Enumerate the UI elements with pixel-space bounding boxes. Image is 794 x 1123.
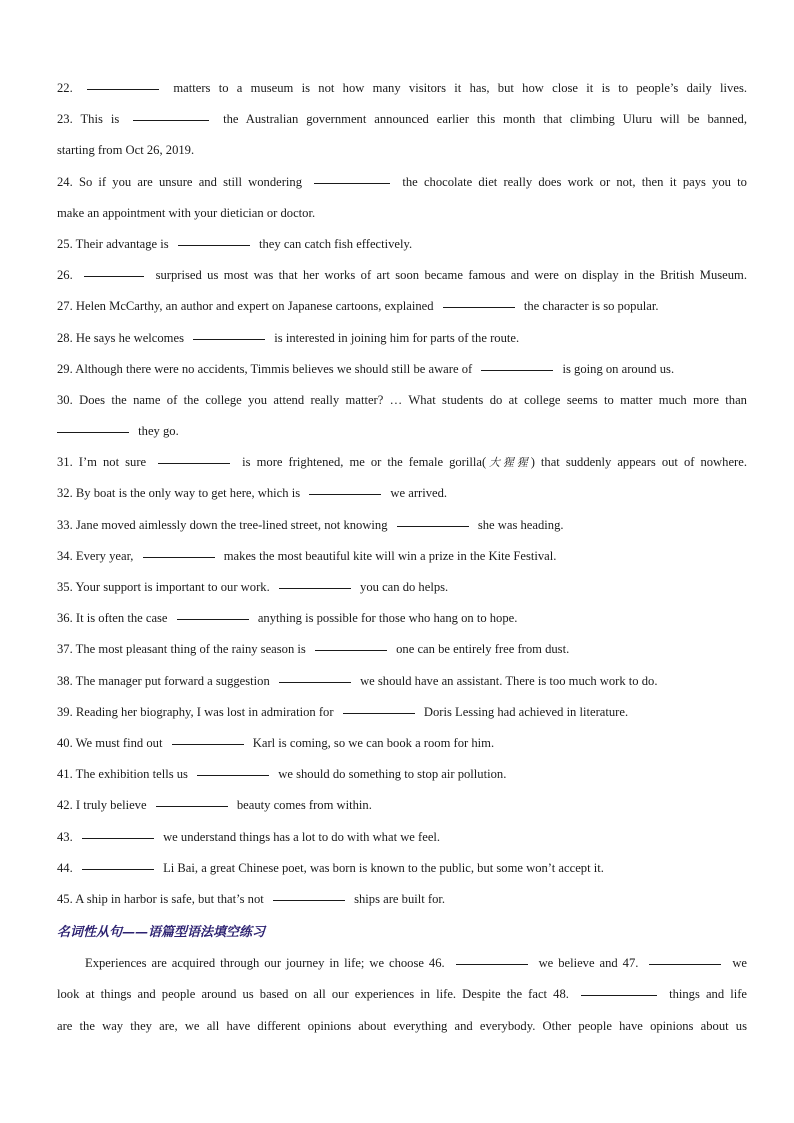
- answer-blank[interactable]: [178, 244, 250, 246]
- answer-blank[interactable]: [87, 88, 159, 90]
- answer-blank[interactable]: [397, 525, 469, 527]
- answer-blank[interactable]: [273, 899, 345, 901]
- answer-blank[interactable]: [309, 493, 381, 495]
- answer-blank[interactable]: [193, 338, 265, 340]
- answer-blank[interactable]: [443, 306, 515, 308]
- answer-blank[interactable]: [133, 119, 209, 121]
- answer-blank[interactable]: [481, 369, 553, 371]
- question-29: 29. Although there were no accidents, Timmis believes we should still be aware of is going on around us.: [57, 361, 675, 376]
- question-35: 35. Your support is important to our work. you can do helps.: [57, 580, 449, 594]
- section-title: 名词性从句——语篇型语法填空练习: [57, 925, 266, 941]
- answer-blank[interactable]: [343, 712, 415, 714]
- question-24: 24. So if you are unsure and still wondering the chocolate diet really does work or not, then it pays you to: [57, 174, 747, 189]
- answer-blank[interactable]: [82, 868, 154, 870]
- question-23-continued: starting from Oct 26, 2019.: [57, 143, 195, 158]
- question-42: 42. I truly believe beauty comes from within.: [57, 798, 372, 813]
- question-26: 26. surprised us most was that her works of art soon became famous and were on display in the British Museum.: [57, 268, 747, 283]
- worksheet-page: [57, 73, 747, 1042]
- question-27: 27. Helen McCarthy, an author and expert on Japanese cartoons, explained the character is so popular.: [57, 299, 659, 314]
- question-37: 37. The most pleasant thing of the rainy season is one can be entirely free from dust.: [57, 642, 570, 657]
- answer-blank-48[interactable]: [581, 994, 657, 996]
- question-39: 39. Reading her biography, I was lost in admiration for Doris Lessing had achieved in literature.: [57, 704, 629, 719]
- question-43: 43. we understand things has a lot to do with what we feel.: [57, 829, 441, 844]
- question-38: 38. The manager put forward a suggestion we should have an assistant. There is too much work to do.: [57, 673, 658, 688]
- answer-blank[interactable]: [177, 618, 249, 620]
- answer-blank[interactable]: [279, 587, 351, 589]
- question-34: 34. Every year, makes the most beautiful kite will win a prize in the Kite Festival.: [57, 548, 557, 563]
- question-30-continued: they go.: [57, 416, 747, 447]
- passage-line: look at things and people around us based on all our experiences in life. Despite the fact 48. things and life: [57, 987, 747, 1002]
- answer-blank[interactable]: [57, 431, 129, 433]
- answer-blank[interactable]: [156, 805, 228, 807]
- answer-blank[interactable]: [84, 275, 144, 277]
- question-45: 45. A ship in harbor is safe, but that’s not ships are built for.: [57, 891, 446, 906]
- answer-blank[interactable]: [82, 837, 154, 839]
- question-31: 31. I’m not sure is more frightened, me or the female gorilla(大猩猩) that suddenly appears out of nowhere.: [57, 455, 747, 470]
- question-41: 41. The exhibition tells us we should do something to stop air pollution.: [57, 767, 507, 782]
- answer-blank[interactable]: [158, 462, 230, 464]
- answer-blank[interactable]: [279, 681, 351, 683]
- question-40: 40. We must find out Karl is coming, so we can book a room for him.: [57, 735, 495, 750]
- question-32: 32. By boat is the only way to get here, which is we arrived.: [57, 486, 448, 501]
- answer-blank-47[interactable]: [649, 963, 721, 965]
- answer-blank[interactable]: [143, 556, 215, 558]
- question-28: 28. He says he welcomes is interested in joining him for parts of the route.: [57, 330, 520, 345]
- question-22: 22. matters to a museum is not how many visitors it has, but how close it is to people’s daily lives.: [57, 81, 747, 95]
- question-24-continued: make an appointment with your dietician or doctor.: [57, 205, 316, 220]
- question-30: 30. Does the name of the college you attend really matter? … What students do at college seems to matter much more than: [57, 392, 747, 407]
- question-36: 36. It is often the case anything is possible for those who hang on to hope.: [57, 611, 518, 626]
- passage-line: Experiences are acquired through our journey in life; we choose 46. we believe and 47. we: [85, 956, 747, 971]
- answer-blank[interactable]: [315, 649, 387, 651]
- passage-line: are the way they are, we all have different opinions about everything and everybody. Other people have opinions about us: [57, 1018, 747, 1033]
- question-25: 25. Their advantage is they can catch fish effectively.: [57, 236, 413, 251]
- answer-blank[interactable]: [172, 743, 244, 745]
- question-23: 23. This is the Australian government announced earlier this month that climbing Uluru will be banned,: [57, 112, 747, 127]
- answer-blank[interactable]: [314, 182, 390, 184]
- question-44: 44. Li Bai, a great Chinese poet, was born is known to the public, but some won’t accept it.: [57, 860, 604, 875]
- question-33: 33. Jane moved aimlessly down the tree-lined street, not knowing she was heading.: [57, 517, 564, 532]
- cloze-passage: [57, 948, 747, 1042]
- answer-blank-46[interactable]: [456, 963, 528, 965]
- answer-blank[interactable]: [197, 774, 269, 776]
